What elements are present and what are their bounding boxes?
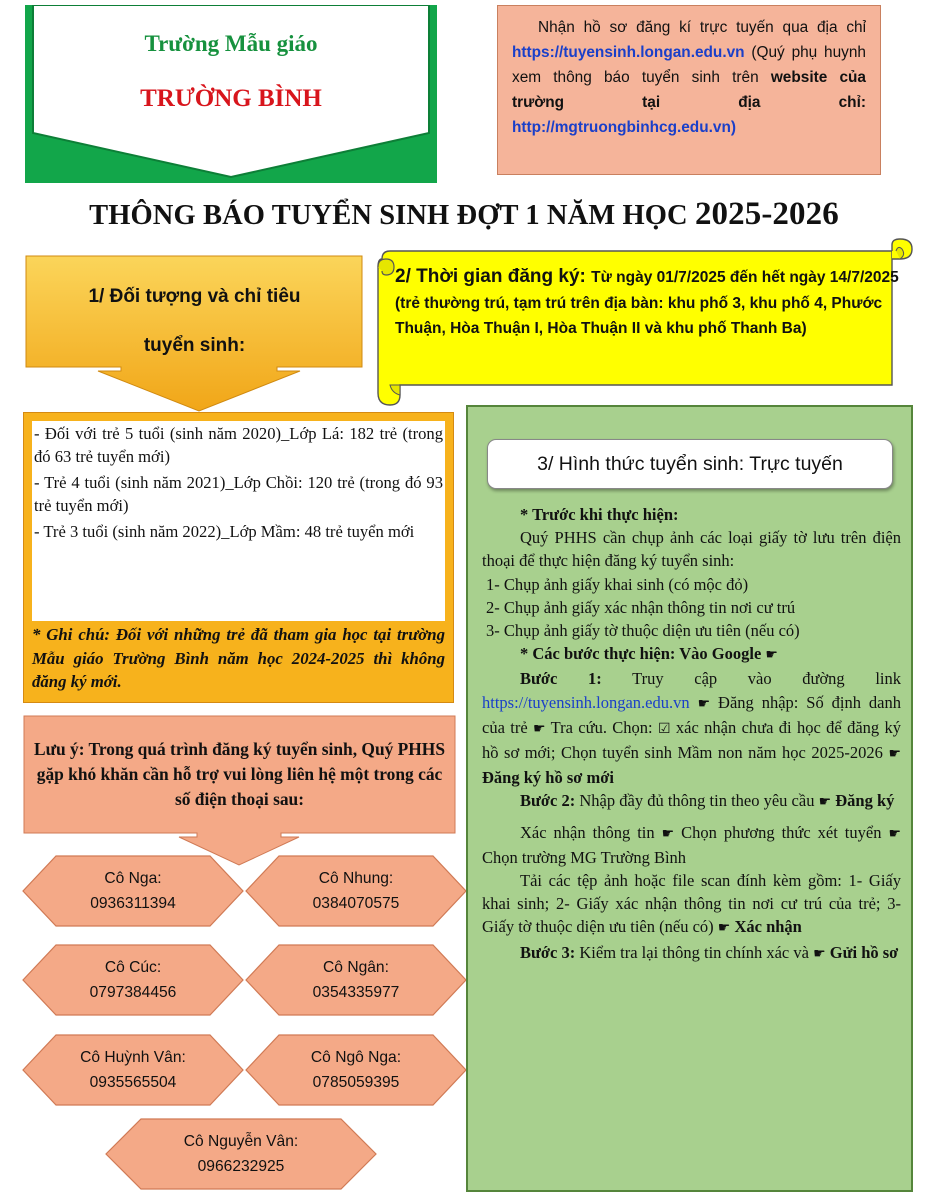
hand-pointing-right-icon: ☛	[818, 794, 832, 811]
info-bold-text: website của trường tại địa chỉ:	[512, 69, 866, 111]
section3-box	[466, 405, 913, 1192]
step1-text: Đăng nhập: Số định danh của trẻ	[482, 692, 902, 737]
section3-instructions	[482, 503, 901, 966]
section1-title-line2: tuyển sinh:	[143, 335, 246, 356]
confirm-text: Xác nhận thông tin	[520, 822, 662, 842]
section1-title-line1: 1/ Đối tượng và chỉ tiêu	[88, 286, 301, 307]
contact-name: Cô Huỳnh Vân:	[80, 1049, 186, 1066]
step1	[482, 667, 901, 789]
upload-files	[482, 869, 901, 941]
hand-pointing-right-icon: ☛	[697, 695, 711, 712]
info-text-2: (Quý phụ huynh xem thông báo tuyển sinh trên	[512, 44, 866, 86]
checked-box-icon: ☑	[658, 720, 671, 737]
step2-label: Bước 2:	[520, 791, 576, 811]
step3-action: Gửi hồ sơ	[829, 942, 899, 962]
contact-name: Cô Nhung:	[318, 870, 394, 887]
before-item: 2- Chụp ảnh giấy xác nhận thông tin nơi cư trú	[486, 597, 796, 617]
contact-card	[263, 866, 449, 916]
contact-name: Cô Ngô Nga:	[310, 1049, 402, 1066]
step3	[482, 941, 901, 966]
step2-text: Nhập đầy đủ thông tin theo yêu cầu	[575, 791, 819, 811]
online-application-info	[497, 5, 881, 175]
contact-card	[130, 1129, 352, 1179]
steps-heading	[482, 642, 901, 667]
hand-pointing-right-icon: ☛	[717, 920, 731, 937]
upload-action: Xác nhận	[734, 917, 802, 937]
quota-item: - Đối với trẻ 5 tuổi (sinh năm 2020)_Lớp Lá: 182 trẻ (trong đó 63 trẻ tuyển mới)	[34, 424, 443, 466]
contact-card	[40, 866, 226, 916]
step1-text: Tra cứu. Chọn:	[545, 717, 658, 737]
contact-phone[interactable]: 0935565504	[89, 1074, 177, 1091]
section2-registration-time	[395, 264, 900, 342]
section1-details-box	[23, 412, 454, 703]
school-website-link[interactable]: http://mgtruongbinhcg.edu.vn)	[512, 119, 736, 136]
contact-phone[interactable]: 0936311394	[90, 895, 176, 912]
application-link[interactable]: https://tuyensinh.longan.edu.vn	[512, 44, 745, 61]
contact-note: Lưu ý: Trong quá trình đăng ký tuyển sinh, Quý PHHS gặp khó khăn cần hỗ trợ vui lòng liên hệ một trong các số điện thoại sau:	[33, 739, 446, 809]
page-title-text: THÔNG BÁO TUYỂN SINH ĐỢT 1 NĂM HỌC	[89, 200, 695, 231]
step1-action: Đăng ký hồ sơ mới	[482, 768, 614, 788]
page-title-year: 2025-2026	[694, 196, 839, 232]
section2-text: Từ ngày 01/7/2025 đến hết ngày 14/7/2025 (trẻ thường trú, tạm trú trên địa bàn: khu phố 3, khu phố 4, Phước Thuận, Hòa Thuận I, Hòa Thuận II và khu phố Thanh Ba)	[395, 269, 899, 337]
hand-pointing-right-icon: ☛	[813, 945, 826, 962]
contact-card	[40, 955, 226, 1005]
section1-note: * Ghi chú: Đối với những trẻ đã tham gia học tại trường Mẫu giáo Trường Bình năm học 2024-2025 thì không đăng ký mới.	[32, 625, 445, 691]
contact-phone[interactable]: 0354335977	[312, 984, 400, 1001]
enrollment-quota-list	[32, 421, 445, 621]
contact-card	[263, 955, 449, 1005]
before-heading: * Trước khi thực hiện:	[520, 505, 679, 524]
section1-title	[42, 272, 347, 370]
before-item: 3- Chụp ảnh giấy tờ thuộc diện ưu tiên (nếu có)	[486, 621, 800, 641]
hand-pointing-right-icon: ☛	[765, 647, 778, 664]
hand-pointing-right-icon: ☛	[533, 720, 546, 737]
hand-pointing-right-icon: ☛	[888, 746, 901, 763]
contact-phone[interactable]: 0785059395	[312, 1074, 400, 1091]
confirm-text: Chọn phương thức xét tuyển	[674, 822, 889, 842]
contact-name: Cô Nguyễn Vân:	[183, 1133, 299, 1150]
contact-card	[40, 1045, 226, 1095]
before-text: Quý PHHS cần chụp ảnh các loại giấy tờ lưu trên điện thoại để thực hiện đăng ký tuyển sinh:	[482, 528, 901, 571]
registration-link[interactable]: https://tuyensinh.longan.edu.vn	[482, 692, 690, 712]
step1-text: xác nhận chưa đi học để đăng ký hồ sơ mới; Chọn tuyển sinh Mầm non năm học 2025-2026	[482, 717, 901, 763]
quota-item: - Trẻ 3 tuổi (sinh năm 2022)_Lớp Mầm: 48 trẻ tuyển mới	[34, 522, 415, 541]
step3-label: Bước 3:	[520, 942, 576, 962]
contact-name: Cô Cúc:	[104, 959, 162, 976]
step2-action: Đăng ký	[835, 791, 895, 811]
contact-phone[interactable]: 0797384456	[89, 984, 177, 1001]
logo-school-place: TRƯỜNG BÌNH	[140, 85, 322, 112]
section3-title: 3/ Hình thức tuyển sinh: Trực tuyến	[487, 439, 893, 489]
contact-phone[interactable]: 0966232925	[197, 1158, 285, 1175]
step2	[482, 789, 901, 814]
contact-card	[263, 1045, 449, 1095]
step1-text: Truy cập vào đường link	[601, 669, 901, 689]
steps-heading-text: * Các bước thực hiện: Vào Google	[520, 644, 762, 664]
contact-name: Cô Ngân:	[323, 959, 389, 976]
logo-school-name: Trường Mẫu giáo	[144, 31, 318, 56]
hand-pointing-right-icon: ☛	[661, 825, 675, 842]
step1-label: Bước 1:	[520, 669, 602, 689]
step3-text: Kiểm tra lại thông tin chính xác và	[575, 942, 814, 962]
upload-text: Tải các tệp ảnh hoặc file scan đính kèm gồm: 1- Giấy khai sinh; 2- Giấy xác nhận thông tin nơi cư trú của trẻ; 3- Giấy tờ thuộc diện ưu tiên (nếu có)	[482, 871, 901, 937]
page-title	[0, 196, 928, 233]
confirm-text: Chọn trường MG Trường Bình	[482, 847, 687, 867]
confirm-info	[482, 821, 901, 869]
quota-item: - Trẻ 4 tuổi (sinh năm 2021)_Lớp Chồi: 120 trẻ (trong đó 93 trẻ tuyển mới)	[34, 473, 443, 515]
contact-name: Cô Nga:	[104, 870, 162, 887]
section2-heading: 2/ Thời gian đăng ký:	[395, 266, 592, 287]
info-text: Nhận hồ sơ đăng kí trực tuyến qua địa chỉ	[538, 19, 866, 36]
contact-phone[interactable]: 0384070575	[312, 895, 400, 912]
before-item: 1- Chụp ảnh giấy khai sinh (có mộc đỏ)	[486, 574, 749, 594]
hand-pointing-right-icon: ☛	[888, 825, 902, 842]
school-logo	[25, 5, 437, 183]
